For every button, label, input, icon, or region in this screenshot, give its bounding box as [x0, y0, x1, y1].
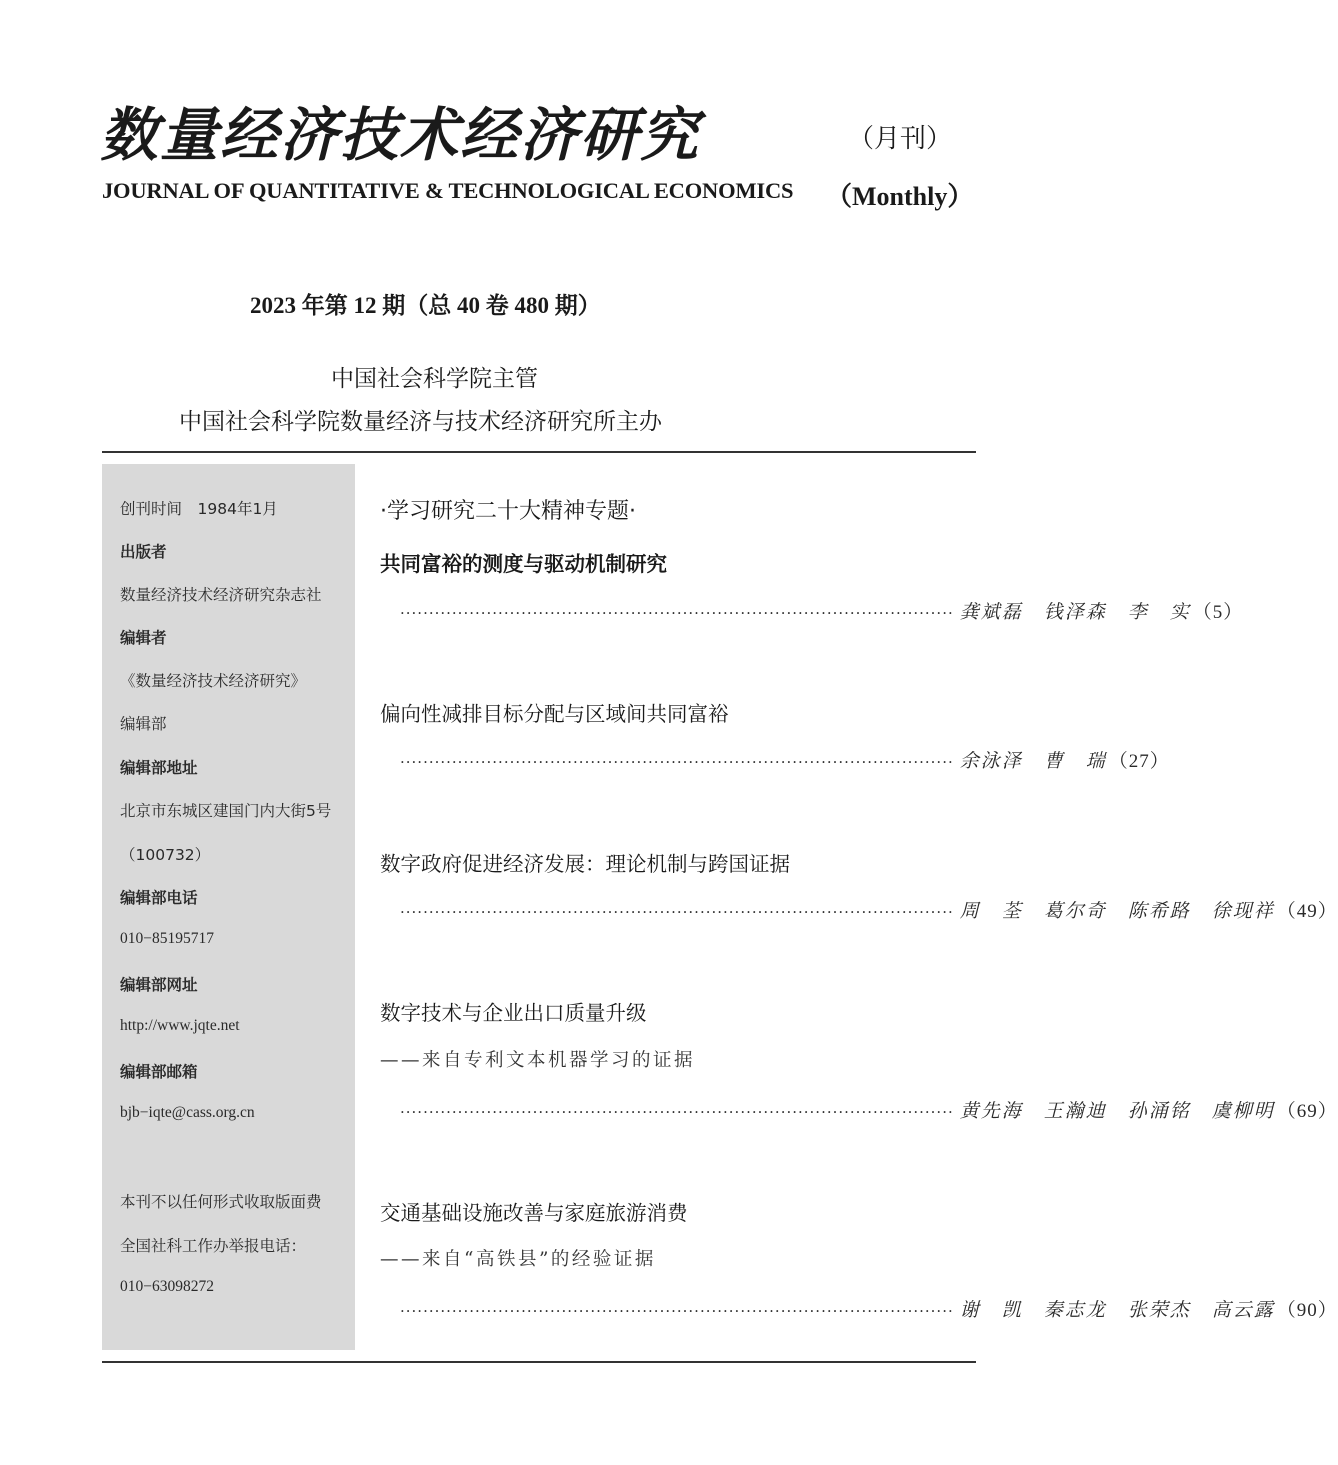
leader-dots: ································································································: [400, 1302, 954, 1320]
email-link[interactable]: bjb−iqte@cass.org.cn: [120, 1104, 255, 1121]
monthly-label-cn: （月刊）: [848, 124, 953, 154]
postcode-value: （100732）: [120, 846, 211, 864]
issue-number: 2023 年第 12 期（总 40 卷 480 期）: [250, 293, 601, 318]
phone-label: 编辑部电话: [120, 889, 198, 907]
website-link[interactable]: http://www.jqte.net: [120, 1017, 240, 1034]
article-title[interactable]: 数字技术与企业出口质量升级: [380, 1001, 647, 1025]
article-byline: [400, 1295, 1338, 1322]
supervising-organization: 中国社会科学院主管: [331, 366, 538, 392]
editor-label: 编辑者: [120, 629, 167, 647]
editor-value-line2: 编辑部: [120, 715, 167, 733]
publisher-label: 出版者: [120, 543, 167, 561]
article-authors: 龚斌磊 钱泽森 李 实: [959, 601, 1191, 623]
website-label: 编辑部网址: [120, 976, 198, 994]
article-subtitle: ——来自“高铁县”的经验证据: [380, 1249, 656, 1270]
article-title[interactable]: 共同富裕的测度与驱动机制研究: [380, 552, 667, 576]
article-authors: 周 荃 葛尔奇 陈希路 徐现祥: [959, 900, 1275, 922]
editor-value-line1: 《数量经济技术经济研究》: [120, 672, 307, 690]
article-title[interactable]: 数字政府促进经济发展：理论机制与跨国证据: [380, 852, 790, 876]
address-value: 北京市东城区建国门内大街5号: [120, 802, 332, 820]
fee-notice: 本刊不以任何形式收取版面费: [120, 1193, 322, 1211]
address-label: 编辑部地址: [120, 759, 198, 777]
leader-dots: ································································································: [400, 1103, 954, 1121]
article-title[interactable]: 偏向性减排目标分配与区域间共同富裕: [380, 702, 729, 726]
phone-value: 010−85195717: [120, 930, 214, 947]
article-authors: 谢 凯 秦志龙 张荣杰 高云露: [959, 1299, 1275, 1321]
special-topic-heading: ·学习研究二十大精神专题·: [380, 499, 636, 524]
article-authors: 黄先海 王瀚迪 孙涌铭 虞柳明: [959, 1100, 1275, 1122]
sponsoring-organization: 中国社会科学院数量经济与技术经济研究所主办: [179, 409, 662, 435]
article-page: （69）: [1276, 1101, 1338, 1122]
publisher-value: 数量经济技术经济研究杂志社: [120, 586, 322, 604]
article-page: （27）: [1108, 751, 1170, 772]
article-page: （49）: [1276, 901, 1338, 922]
article-authors: 余泳泽 曹 瑞: [959, 750, 1107, 772]
article-subtitle: ——来自专利文本机器学习的证据: [380, 1050, 696, 1071]
sidebar-info-panel: [102, 464, 355, 1350]
email-label: 编辑部邮箱: [120, 1063, 198, 1081]
report-phone: 010−63098272: [120, 1278, 214, 1295]
top-divider: [102, 451, 976, 453]
leader-dots: ································································································: [400, 604, 954, 622]
article-page: （90）: [1276, 1300, 1338, 1321]
article-byline: [400, 597, 1244, 624]
leader-dots: ································································································: [400, 753, 954, 771]
report-notice: 全国社科工作办举报电话：: [120, 1237, 307, 1255]
article-title[interactable]: 交通基础设施改善与家庭旅游消费: [380, 1201, 688, 1225]
article-page: （5）: [1192, 602, 1244, 623]
article-byline: [400, 1096, 1338, 1123]
bottom-divider: [102, 1361, 976, 1363]
journal-title-en: JOURNAL OF QUANTITATIVE & TECHNOLOGICAL ECONOMICS: [102, 178, 794, 203]
journal-title-cn: 数量经济技术经济研究: [100, 101, 701, 169]
article-byline: [400, 746, 1170, 773]
leader-dots: ································································································: [400, 903, 954, 921]
article-byline: [400, 896, 1338, 923]
founded-date: 创刊时间 1984年1月: [120, 500, 278, 518]
monthly-label-en: （Monthly）: [826, 182, 974, 211]
